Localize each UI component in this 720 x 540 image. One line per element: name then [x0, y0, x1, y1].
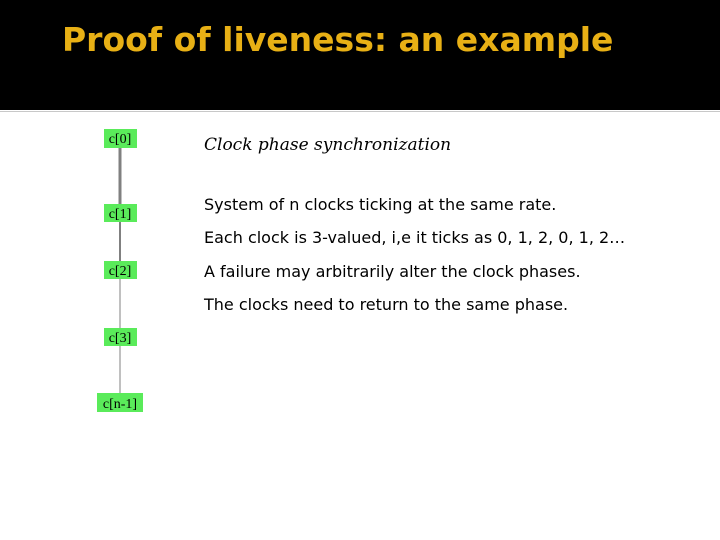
node-c2-label: c[2] [108, 264, 132, 279]
node-c2 [104, 261, 137, 279]
node-cn-1-label: c[n-1] [102, 397, 138, 412]
node-c1 [104, 204, 137, 222]
slide-title: Proof of liveness: an example [62, 20, 614, 59]
node-c0 [104, 129, 137, 148]
slide-subtitle: Clock phase synchronization [204, 135, 452, 155]
bullet-line-4: The clocks need to return to the same phase. [204, 295, 569, 314]
node-c1-label: c[1] [108, 207, 132, 222]
node-c3-label: c[3] [108, 331, 132, 346]
node-c0-label: c[0] [108, 132, 132, 147]
bullet-line-1: System of n clocks ticking at the same rate. [204, 195, 557, 214]
node-c3 [104, 328, 137, 346]
bullet-line-2: Each clock is 3-valued, i,e it ticks as 0, 1, 2, 0, 1, 2… [204, 228, 626, 247]
node-cn-1 [97, 393, 143, 412]
bullet-line-3: A failure may arbitrarily alter the clock phases. [204, 262, 581, 281]
